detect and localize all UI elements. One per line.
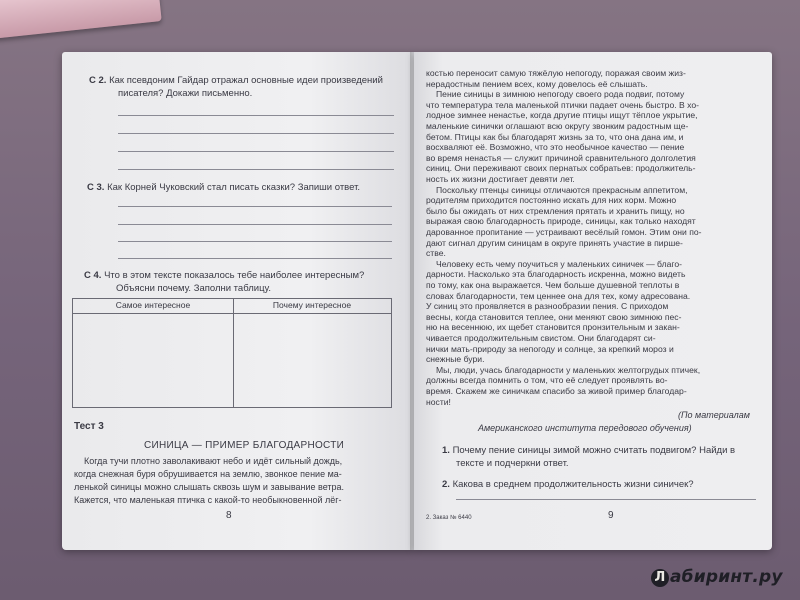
table-col-most-interesting: Самое интересное bbox=[115, 300, 191, 310]
question-c2-text-line2: писателя? Докажи письменно. bbox=[118, 88, 253, 99]
article-line: дают сигнал другим синицам в округе принять участие в пирше- bbox=[426, 237, 683, 248]
question-c2-label: С 2. bbox=[89, 75, 107, 86]
question-2-label: 2. bbox=[442, 479, 450, 490]
article-line: время. Скажем же синичкам спасибо за живой пример благодар- bbox=[426, 386, 687, 396]
answer-line[interactable] bbox=[118, 241, 392, 242]
article-line: бетом. Птицы как бы благодарят жизнь за то, что она дана им, и bbox=[426, 131, 684, 142]
answer-line[interactable] bbox=[118, 206, 392, 207]
table-col-why-interesting: Почему интересное bbox=[272, 300, 352, 310]
article-line: нерадостным пением всех, кому довелось её слышать. bbox=[426, 78, 648, 89]
article-line: ность их жизни достигает девяти лет. bbox=[426, 174, 575, 184]
question-c4-text-line2: Объясни почему. Заполни таблицу. bbox=[116, 283, 271, 294]
article-line: нички мать-природу за непогоду и солнце, за крепкий мороз и bbox=[426, 343, 674, 354]
article-line: снежные бури. bbox=[426, 354, 485, 365]
table-cell-most-interesting[interactable] bbox=[74, 314, 232, 406]
question-1-text-line2: тексте и подчеркни ответ. bbox=[456, 458, 569, 469]
article-line: костью переносит самую тяжёлую непогоду, поражая своим жиз- bbox=[426, 68, 686, 78]
answer-line[interactable] bbox=[118, 258, 392, 259]
test-title: Тест 3 bbox=[74, 421, 104, 432]
question-2 bbox=[442, 478, 694, 492]
answer-line[interactable] bbox=[118, 224, 392, 225]
question-c3-label: С 3. bbox=[87, 182, 105, 193]
article-line: Мы, люди, учась благодарности у маленьких желтогрудых птичек, bbox=[436, 364, 701, 375]
article-line: ню на весеннюю, их щебет становится пронзительным и закан- bbox=[426, 322, 680, 333]
article-line: восхваляют её. Возможно, что это необычное качество — пение bbox=[426, 142, 685, 153]
answer-table bbox=[72, 298, 392, 408]
question-c4-label: С 4. bbox=[84, 270, 102, 281]
labirint-watermark bbox=[651, 567, 783, 591]
article-line: У синиц это проявляется в разнообразии пения. С приходом bbox=[426, 301, 669, 312]
article-line: Человеку есть чему поучиться у маленьких синичек — благо- bbox=[436, 258, 682, 269]
watermark-badge: Л bbox=[651, 569, 669, 587]
article-line: по тому, как она выражается. Чем больше душевной теплоты в bbox=[426, 280, 680, 290]
article-line: чивается продолжительным свистом. Они благодарят си- bbox=[426, 333, 656, 343]
article-line: во время ненастья — служит причиной сравнительного долголетия bbox=[426, 152, 696, 163]
question-c3-text-line1: Как Корней Чуковский стал писать сказки? Запиши ответ. bbox=[107, 182, 361, 193]
answer-line[interactable] bbox=[456, 499, 756, 500]
answer-line[interactable] bbox=[118, 133, 394, 134]
question-c2-text-line1: Как псевдоним Гайдар отражал основные идеи произведений bbox=[109, 75, 383, 86]
page-number-right: 9 bbox=[608, 510, 614, 521]
table-cell-why-interesting[interactable] bbox=[234, 314, 390, 406]
question-c4-text-line1: Что в этом тексте показалось тебе наиболее интересным? bbox=[104, 270, 365, 281]
article-line: синиц. Они переживают своих пернатых собратьев: продолжитель- bbox=[426, 163, 696, 174]
question-2-text-line1: Какова в среднем продолжительность жизни синичек? bbox=[452, 479, 694, 490]
article-line: было бы ожидать от них стремления прятать и хранить пищу, но bbox=[426, 205, 685, 216]
article-line: Пение синицы в зимнюю непогоду своего рода подвиг, потому bbox=[436, 89, 685, 100]
question-1 bbox=[442, 444, 735, 458]
answer-line[interactable] bbox=[118, 151, 394, 152]
article-line: весны, когда становится теплее, они меняют свою зимнюю пес- bbox=[426, 311, 682, 322]
print-mark: 2. Заказ № 6440 bbox=[426, 515, 472, 521]
article-line: родителям приходится постоянно искать для них корм. Можно bbox=[426, 195, 677, 206]
answer-line[interactable] bbox=[118, 169, 394, 170]
page-number-left: 8 bbox=[226, 510, 232, 521]
article-line: словах благодарности, тем ценнее она для тех, кому адресована. bbox=[426, 290, 691, 301]
answer-line[interactable] bbox=[118, 115, 394, 116]
story-line: Кажется, что маленькая птичка с какой-то необыкновенной лёг- bbox=[74, 495, 342, 505]
question-c4 bbox=[84, 269, 364, 283]
article-line: Поскольку птенцы синицы отличаются прекрасным аппетитом, bbox=[436, 184, 688, 195]
source-line2: Американского института передового обучения) bbox=[478, 423, 692, 433]
story-line: когда снежная буря обрушивается на землю, звонкое пение ма- bbox=[74, 469, 342, 479]
question-c3 bbox=[87, 181, 360, 195]
article-line: ности! bbox=[426, 396, 451, 407]
article-line: маленькие синички оглашают всю округу звонким радостным ще- bbox=[426, 121, 689, 131]
story-title: СИНИЦА — ПРИМЕР БЛАГОДАРНОСТИ bbox=[144, 440, 345, 451]
answer-table-header bbox=[73, 299, 391, 314]
article-line: дарованное пропитание — устраивают весёлый гомон. Этим они по- bbox=[426, 227, 702, 237]
story-line: Когда тучи плотно заволакивают небо и идёт сильный дождь, bbox=[84, 456, 343, 466]
article-line: что температура тела маленькой птички падает очень быстро. В хо- bbox=[426, 99, 699, 110]
article-line: выражая свою благодарность природе, синицы, как только находят bbox=[426, 216, 696, 227]
article-line: стве. bbox=[426, 248, 446, 259]
right-page bbox=[414, 52, 772, 550]
article-line: должны всегда помнить о том, что её следует проявлять во- bbox=[426, 375, 668, 386]
article-line: лодное зимнее ненастье, когда другие птицы ищут тёплое укрытие, bbox=[426, 110, 698, 121]
story-line: ленькой синицы можно слышать сквозь шум и завывание ветра. bbox=[74, 482, 345, 492]
article-line: дарности. Насколько эта благодарность искренна, можно видеть bbox=[426, 269, 686, 280]
question-1-text-line1: Почему пение синицы зимой можно считать подвигом? Найди в bbox=[452, 445, 736, 456]
left-page bbox=[62, 52, 414, 550]
question-c2 bbox=[89, 74, 383, 88]
question-1-label: 1. bbox=[442, 445, 450, 456]
source-line1: (По материалам bbox=[678, 410, 750, 420]
watermark-text: абиринт.ру bbox=[670, 567, 783, 587]
